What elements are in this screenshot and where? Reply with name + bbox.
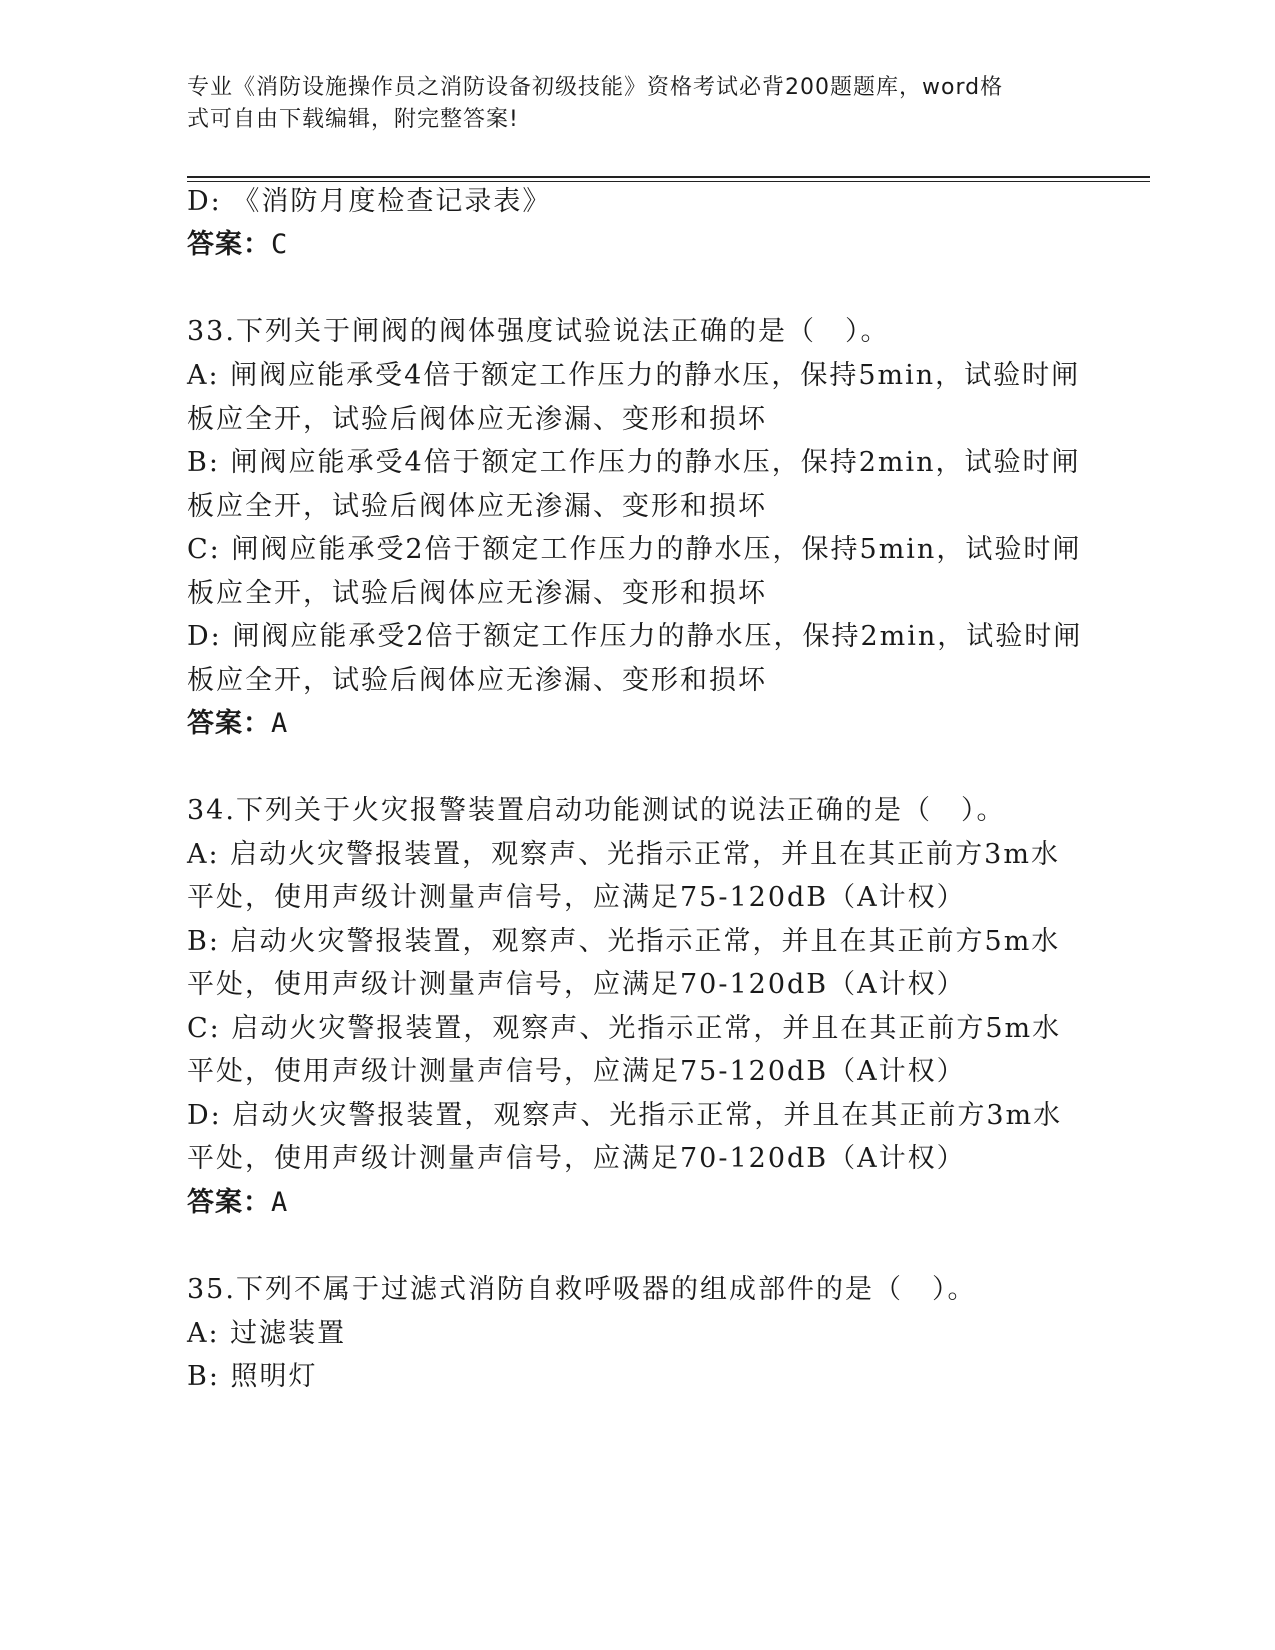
q34-answer — [187, 1185, 288, 1221]
answer-label: 答案： — [187, 229, 271, 260]
q33-question: 33.下列关于闸阀的阀体强度试验说法正确的是（ ）。 — [187, 316, 890, 347]
q33-option-d-line1: D: 闸阀应能承受2倍于额定工作压力的静水压，保持2min，试验时闸 — [187, 621, 1083, 652]
header-line-1: 专业《消防设施操作员之消防设备初级技能》资格考试必背200题题库，word格 — [187, 75, 1004, 100]
page-header — [187, 72, 1067, 136]
answer-value: C — [271, 229, 289, 260]
q34-option-a-line2: 平处，使用声级计测量声信号，应满足75-120dB（A计权） — [187, 882, 966, 913]
q34-option-d-line2: 平处，使用声级计测量声信号，应满足70-120dB（A计权） — [187, 1143, 966, 1174]
q34-option-c-line2: 平处，使用声级计测量声信号，应满足75-120dB（A计权） — [187, 1056, 966, 1087]
answer-label: 答案： — [187, 708, 271, 739]
q33-option-c-line2: 板应全开，试验后阀体应无渗漏、变形和损坏 — [187, 578, 767, 609]
q34-question: 34.下列关于火灾报警装置启动功能测试的说法正确的是（ ）。 — [187, 795, 1006, 826]
answer-value: A — [271, 708, 289, 739]
q34-option-b-line2: 平处，使用声级计测量声信号，应满足70-120dB（A计权） — [187, 969, 966, 1000]
q34-option-b-line1: B: 启动火灾警报装置，观察声、光指示正常，并且在其正前方5m水 — [187, 926, 1061, 957]
q35-question: 35.下列不属于过滤式消防自救呼吸器的组成部件的是（ ）。 — [187, 1274, 977, 1305]
q33-answer — [187, 706, 288, 742]
header-line-2: 式可自由下载编辑，附完整答案! — [187, 107, 519, 132]
header-divider-thick — [187, 176, 1150, 178]
q33-option-a-line1: A: 闸阀应能承受4倍于额定工作压力的静水压，保持5min，试验时闸 — [187, 360, 1081, 391]
q34-option-a-line1: A: 启动火灾警报装置，观察声、光指示正常，并且在其正前方3m水 — [187, 839, 1060, 870]
q34-option-d-line1: D: 启动火灾警报装置，观察声、光指示正常，并且在其正前方3m水 — [187, 1100, 1063, 1131]
answer-label: 答案： — [187, 1187, 271, 1218]
q33-option-b-line2: 板应全开，试验后阀体应无渗漏、变形和损坏 — [187, 491, 767, 522]
q35-option-b: B: 照明灯 — [187, 1361, 318, 1392]
header-divider-thin — [187, 181, 1150, 182]
q35-option-a: A: 过滤装置 — [187, 1318, 347, 1349]
prev-option-d: D: 《消防月度检查记录表》 — [187, 186, 552, 217]
prev-answer — [187, 227, 288, 263]
q33-option-d-line2: 板应全开，试验后阀体应无渗漏、变形和损坏 — [187, 665, 767, 696]
q34-option-c-line1: C: 启动火灾警报装置，观察声、光指示正常，并且在其正前方5m水 — [187, 1013, 1062, 1044]
q33-option-b-line1: B: 闸阀应能承受4倍于额定工作压力的静水压，保持2min，试验时闸 — [187, 447, 1081, 478]
q33-option-c-line1: C: 闸阀应能承受2倍于额定工作压力的静水压，保持5min，试验时闸 — [187, 534, 1082, 565]
q33-option-a-line2: 板应全开，试验后阀体应无渗漏、变形和损坏 — [187, 404, 767, 435]
answer-value: A — [271, 1187, 289, 1218]
